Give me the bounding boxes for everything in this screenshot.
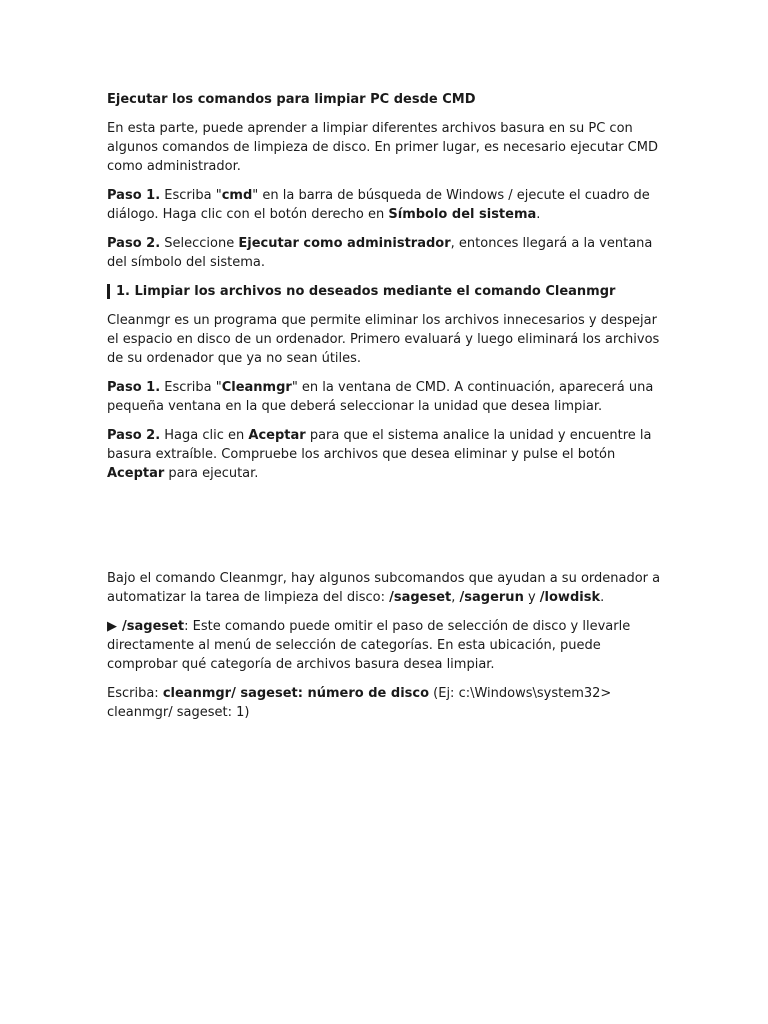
section-heading-text: 1. Limpiar los archivos no deseados mediante el comando Cleanmgr bbox=[116, 284, 616, 299]
cstep1-text-a: Escriba " bbox=[160, 380, 222, 395]
cleanmgr-step2-paragraph bbox=[107, 426, 667, 483]
step1-simbolo: Símbolo del sistema bbox=[388, 207, 537, 222]
sageset-paragraph bbox=[107, 617, 667, 674]
step2-text-a: Seleccione bbox=[160, 236, 239, 251]
section-bar-marker bbox=[107, 284, 110, 299]
step2-text-b: , entonces llegará a la ventana del símbolo del sistema. bbox=[107, 236, 653, 270]
step1-cmd: cmd bbox=[221, 188, 253, 203]
cstep2-aceptar-2: Aceptar bbox=[107, 466, 165, 481]
sub-text-b: , bbox=[451, 590, 460, 605]
subcommands-paragraph bbox=[107, 569, 667, 607]
sub-sagerun: /sagerun bbox=[459, 590, 524, 605]
step2-paragraph bbox=[107, 234, 667, 272]
step1-text-c: . bbox=[536, 207, 541, 222]
sub-text-a: Bajo el comando Cleanmgr, hay algunos subcomandos que ayudan a su ordenador a automatizar la tarea de limpieza del disco: bbox=[107, 571, 661, 605]
cstep1-label: Paso 1. bbox=[107, 380, 161, 395]
cstep1-cleanmgr: Cleanmgr bbox=[221, 380, 292, 395]
cstep2-label: Paso 2. bbox=[107, 428, 161, 443]
document-title: Ejecutar los comandos para limpiar PC desde CMD bbox=[107, 92, 476, 107]
sageset-command: /sageset bbox=[122, 619, 185, 634]
example-text-a: Escriba: bbox=[107, 686, 163, 701]
step1-text-b: " en la barra de búsqueda de Windows / ejecute el cuadro de diálogo. Haga clic con el botón derecho en bbox=[107, 188, 650, 222]
step1-paragraph bbox=[107, 186, 667, 224]
cleanmgr-description: Cleanmgr es un programa que permite eliminar los archivos innecesarios y despejar el espacio en disco de un ordenador. Primero evaluará y luego eliminará los archivos de su ordenador que ya no sean útiles. bbox=[107, 313, 660, 366]
step1-label: Paso 1. bbox=[107, 188, 161, 203]
triangle-bullet-icon: ▶ bbox=[107, 619, 117, 634]
cstep2-text-b: para que el sistema analice la unidad y encuentre la basura extraíble. Compruebe los archivos que desea eliminar y pulse el botón bbox=[107, 428, 652, 462]
example-text-b: (Ej: c:\Windows\system32> cleanmgr/ sageset: 1) bbox=[107, 686, 612, 720]
cstep1-text-b: " en la ventana de CMD. A continuación, aparecerá una pequeña ventana en la que deberá seleccionar la unidad que desea limpiar. bbox=[107, 380, 654, 414]
sub-text-c: y bbox=[523, 590, 540, 605]
step2-admin: Ejecutar como administrador bbox=[238, 236, 451, 251]
sub-sageset: /sageset bbox=[389, 590, 452, 605]
cstep2-text-a: Haga clic en bbox=[160, 428, 249, 443]
step2-label: Paso 2. bbox=[107, 236, 161, 251]
sageset-text: : Este comando puede omitir el paso de selección de disco y llevarle directamente al menú de selección de categorías. En esta ubicación, puede comprobar qué categoría de archivos basura desea limpiar. bbox=[107, 619, 631, 672]
sub-text-d: . bbox=[600, 590, 605, 605]
cleanmgr-step1-paragraph bbox=[107, 378, 667, 416]
step1-text-a: Escriba " bbox=[160, 188, 222, 203]
blank-gap bbox=[107, 493, 667, 569]
sub-lowdisk: /lowdisk bbox=[539, 590, 601, 605]
cstep2-text-c: para ejecutar. bbox=[164, 466, 259, 481]
document-page bbox=[107, 90, 667, 732]
cstep2-aceptar-1: Aceptar bbox=[248, 428, 306, 443]
section-heading-cleanmgr bbox=[107, 282, 667, 301]
example-paragraph bbox=[107, 684, 667, 722]
intro-paragraph: En esta parte, puede aprender a limpiar diferentes archivos basura en su PC con algunos comandos de limpieza de disco. En primer lugar, es necesario ejecutar CMD como administrador. bbox=[107, 121, 658, 174]
example-command: cleanmgr/ sageset: número de disco bbox=[162, 686, 430, 701]
